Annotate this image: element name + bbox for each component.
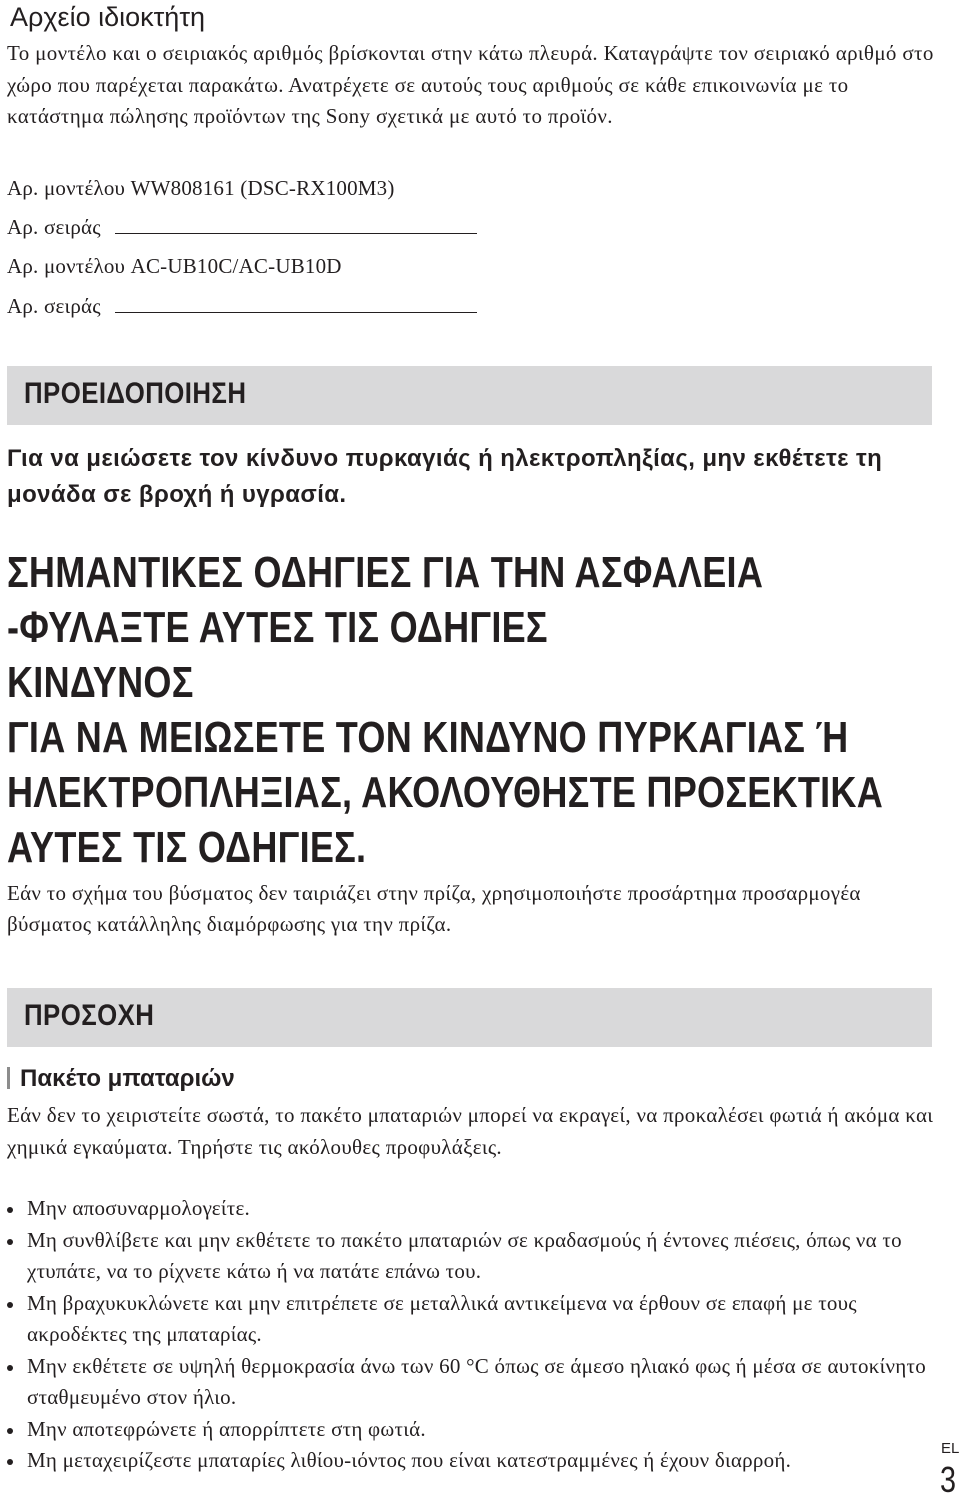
serial-blank-2 [115,292,477,313]
fire-warning-text: Για να μειώσετε τον κίνδυνο πυρκαγιάς ή ηλεκτροπληξίας, μην εκθέτετε τη μονάδα σε βροχή ή υγρασία. [7,445,883,508]
list-item [7,1351,937,1414]
list-item-text: Μη βραχυκυκλώνετε και μην επιτρέπετε σε μεταλλικά αντικείμενα να έρθουν σε επαφή με τους ακροδέκτες της μπαταρίας. [27,1290,857,1346]
list-item-text: Μη συνθλίβετε και μην εκθέτετε το πακέτο μπαταριών σε κραδασμούς ή έντονες πιέσεις, όπως να το χτυπάτε, να το ρίχνετε κάτω ή να πατάτε επάνω του. [27,1227,902,1283]
language-code: EL [941,1440,960,1457]
important-line-4: ΓΙΑ ΝΑ ΜΕΙΩΣΕΤΕ ΤΟΝ ΚΙΝΔΥΝΟ ΠΥΡΚΑΓΙΑΣ Ή [7,713,849,762]
bullet-icon [7,1365,13,1371]
important-safety-block [7,545,960,875]
owner-record-title: Αρχείο ιδιοκτήτη [10,2,205,32]
bullet-icon [7,1428,13,1434]
serial-label-1: Αρ. σειράς [7,215,101,239]
list-item-text: Μη μεταχειρίζεστε μπαταρίες λιθίου-ιόντος που είναι κατεστραμμένες ή έχουν διαρροή. [27,1448,792,1472]
page-number: 3 [940,1459,957,1500]
important-line-2: -ΦΥΛΑΞΤΕ ΑΥΤΕΣ ΤΙΣ ΟΔΗΓΙΕΣ [7,603,548,652]
list-item [7,1225,937,1288]
owner-record-intro: Το μοντέλο και ο σειριακός αριθμός βρίσκονται στην κάτω πλευρά. Καταγράψτε τον σειριακό αριθμό στο χώρο που παρέχεται παρακάτω. Ανατρέχετε σε αυτούς τους αριθμούς σε κάθε επικοινωνία με το κατάστημα πώλησης προϊόντων της Sony σχετικά με αυτό το προϊόν. [7,41,934,128]
list-item [7,1193,937,1225]
model-number-line-1 [7,173,395,203]
warning-heading-bar [7,366,932,425]
important-line-5: ΗΛΕΚΤΡΟΠΛΗΞΙΑΣ, ΑΚΟΛΟΥΘΗΣΤΕ ΠΡΟΣΕΚΤΙΚΑ [7,768,884,817]
list-item-text: Μην αποσυναρμολογείτε. [27,1196,251,1220]
bullet-icon [7,1302,13,1308]
list-item [7,1414,937,1446]
heading-marker [7,1067,10,1089]
battery-pack-intro: Εάν δεν το χειριστείτε σωστά, το πακέτο μπαταριών μπορεί να εκραγεί, να προκαλέσει φωτιά ή ακόμα και χημικά εγκαύματα. Τηρήστε τις ακόλουθες προφυλάξεις. [7,1103,934,1159]
important-line-6: ΑΥΤΕΣ ΤΙΣ ΟΔΗΓΙΕΣ. [7,823,367,872]
plug-adapter-note: Εάν το σχήμα του βύσματος δεν ταιριάζει στην πρίζα, χρησιμοποιήστε προσάρτημα προσαρμογέα βύσματος κατάλληλης διαμόρφωσης για την πρίζα. [7,881,861,936]
caution-heading-bar [7,988,932,1047]
model-number-1: Αρ. μοντέλου WW808161 (DSC-RX100M3) [7,176,395,200]
serial-number-line-1 [7,212,477,242]
serial-number-line-2 [7,291,477,321]
list-item [7,1288,937,1351]
important-line-3: ΚΙΝΔΥΝΟΣ [7,658,194,707]
caution-heading: ΠΡΟΣΟΧΗ [24,999,155,1032]
model-number-2: Αρ. μοντέλου AC-UB10C/AC-UB10D [7,254,342,278]
serial-blank-1 [115,213,477,234]
important-line-1: ΣΗΜΑΝΤΙΚΕΣ ΟΔΗΓΙΕΣ ΓΙΑ ΤΗΝ ΑΣΦΑΛΕΙΑ [7,548,764,597]
battery-pack-heading [7,1065,235,1093]
warning-heading: ΠΡΟΕΙΔΟΠΟΙΗΣΗ [24,377,247,410]
battery-pack-heading-text: Πακέτο μπαταριών [20,1065,235,1092]
list-item [7,1445,937,1477]
list-item-text: Μην εκθέτετε σε υψηλή θερμοκρασία άνω των 60 °C όπως σε άμεσο ηλιακό φως ή μέσα σε αυτοκίνητο σταθμευμένο στον ήλιο. [27,1353,926,1409]
precautions-list [7,1193,937,1477]
serial-label-2: Αρ. σειράς [7,294,101,318]
bullet-icon [7,1239,13,1245]
bullet-icon [7,1207,13,1213]
bullet-icon [7,1459,13,1465]
model-number-line-2 [7,251,342,281]
list-item-text: Μην αποτεφρώνετε ή απορρίπτετε στη φωτιά. [27,1416,426,1441]
